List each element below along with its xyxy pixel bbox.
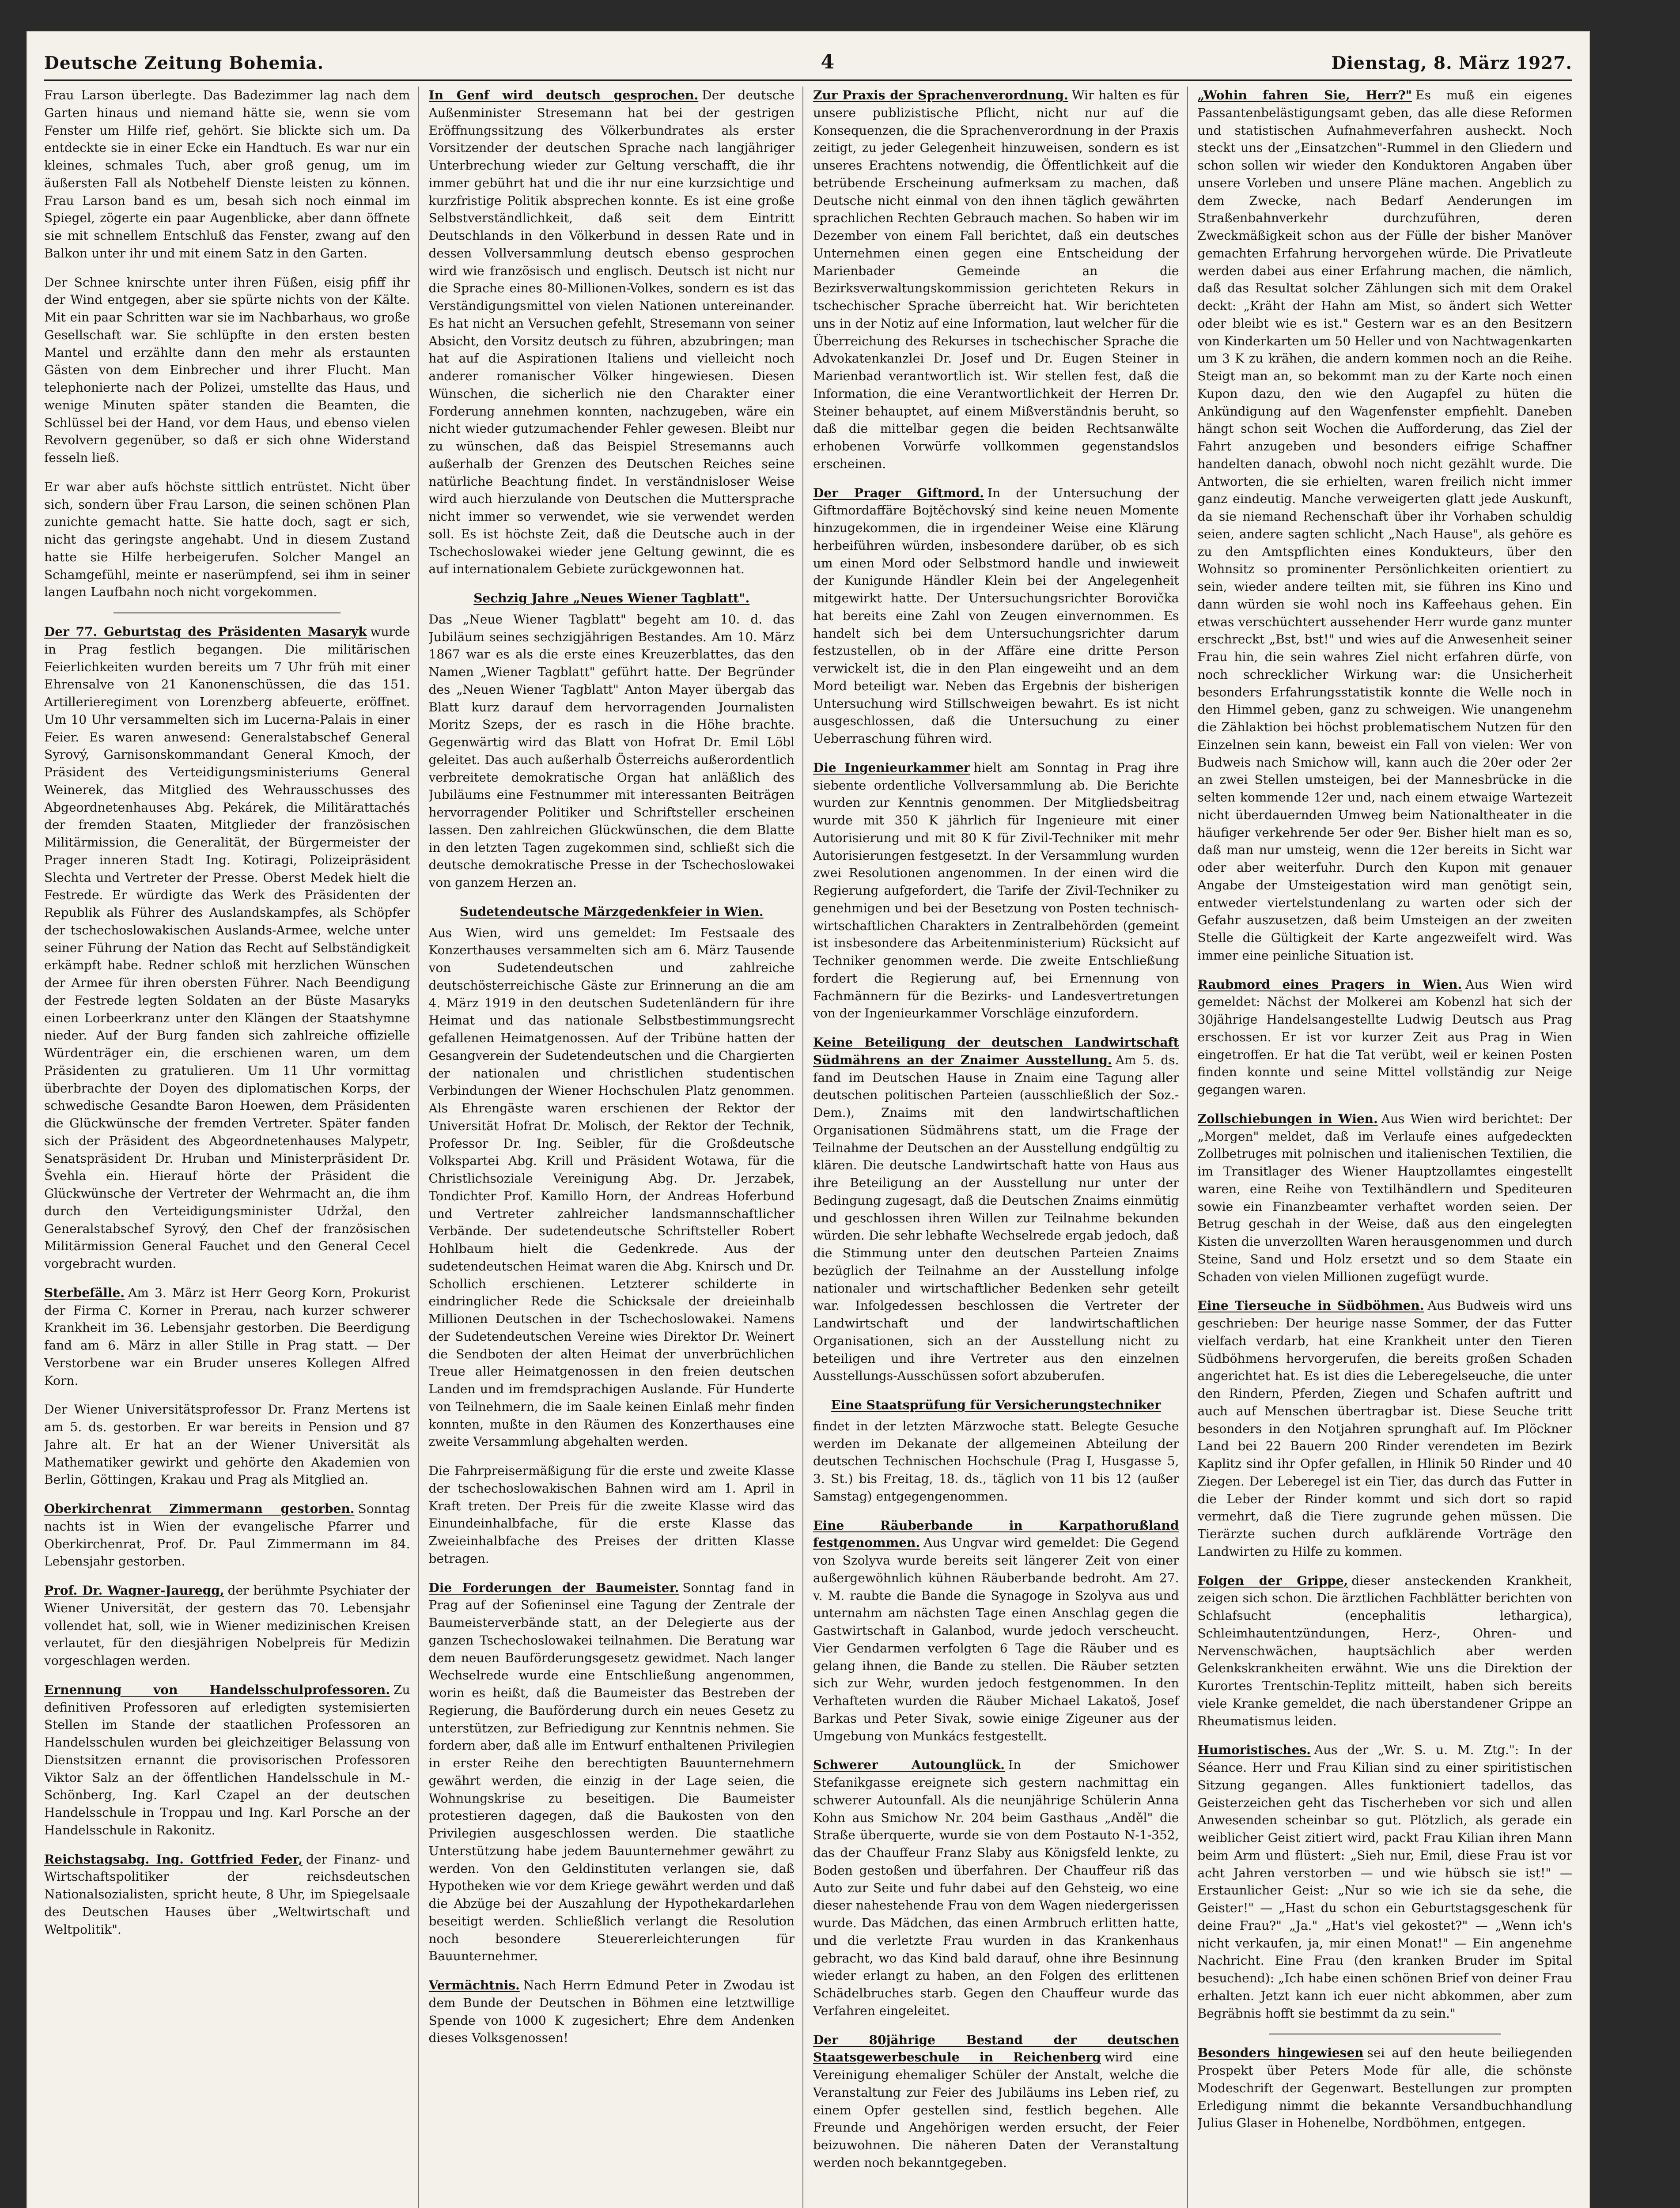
article-headline: Eine Räuberbande in Karpathorußland festgenommen. (813, 1518, 1179, 1550)
article (429, 590, 795, 892)
article-body: findet in der letzten Märzwoche statt. Belegte Gesuche werden im Dekanate der allgemeinen Abteilung der deutschen Technischen Hochschule (Prag I, Husgasse 5, 3. St.) bis Freitag, 18. ds., täglich von 11 bis 12 (außer Samstag) entgegengenommen. (813, 1418, 1179, 1504)
article (429, 1462, 795, 1568)
article (44, 623, 410, 1273)
article-headline: In Genf wird deutsch gesprochen. (428, 88, 699, 102)
article-body: der berühmte Psychiater der Wiener Universität, der gestern das 70. Lebensjahr vollendet hat, soll, wie in Wiener medizinischen Kreisen verlautet, für den diesjährigen Nobelpreis für Medizin vorgeschlagen werden. (44, 1583, 410, 1668)
article-body: der Finanz- und Wirtschaftspolitiker der reichsdeutschen Nationalsozialisten, spricht heute, 8 Uhr, im Spiegelsaale des Deutschen Hauses über „Weltwirtschaft und Weltpolitik". (44, 1852, 410, 1937)
article-body: wird eine Vereinigung ehemaliger Schüler der Anstalt, welche die Veranstaltung zur Feier des Jubiläums ins Leben rief, zu einem Opfer gestellen sind, festlich begehen. Alle Freunde und Angehörigen werden ersucht, der Feier beizuwohnen. Die näheren Daten der Veranstaltung werden noch bekanntgegeben. (813, 2050, 1179, 2170)
article-body: sei auf den heute beiliegenden Prospekt über Peters Mode für alle, die schönste Modeschrift der Gegenwart. Bestellungen zur prompten Erledigung nimmt die bekannte Versandbuchhandlung Julius Glaser in Hohenelbe, Nordböhmen, entgegen. (1197, 2045, 1572, 2131)
column-2 (429, 87, 804, 2208)
article-headline: Oberkirchenrat Zimmermann gestorben. (44, 1501, 355, 1516)
article-body: Aus Wien wird gemeldet: Nächst der Molkerei am Kobenzl hat sich der 30jährige Handelsangestellte Ludwig Deutsch aus Prag erschossen. Er ist vor kurzer Zeit aus Prag in Wien eingetroffen. Er hat die Tat verübt, weil er keinen Posten finden konnte und seine Mittel vollständig zur Neige gegangen waren. (1197, 977, 1572, 1097)
article (1198, 1110, 1573, 1286)
article-body: Aus Wien wird berichtet: Der „Morgen" meldet, daß im Verlaufe eines aufgedeckten Zollbetruges mit polnischen und italienischen Textilien, die im Transitlager des Wiener Hauptzollamtes eingestellt waren, eine Reihe von Textilhändlern und Spediteuren sowie ein Finanzbeamter verhaftet worden seien. Der Betrug geschah in der Weise, daß aus den eingelegten Kisten die unverzollten Waren herausgenommen und durch Steine, Sand und Holz ersetzt und so dem Staate ein Schaden von vielen Millionen zugefügt wurde. (1197, 1111, 1572, 1284)
article-headline: Ernennung von Handelsschulprofessoren. (44, 1682, 390, 1697)
article (813, 484, 1179, 748)
article (44, 1681, 410, 1839)
article (813, 2031, 1179, 2172)
article-body: Er war aber aufs höchste sittlich entrüstet. Nicht über sich, sondern über Frau Larson, die seinen schönen Plan zunichte gemacht hatte. Sie hatte doch, sagt er sich, nicht das geringste angehabt. Und in diesem Zustand hatte sie Hilfe herbeigerufen. Solcher Mangel an Schamgefühl, meinte er naserümpfend, sei ihm in seiner langen Laufbahn noch nicht vorgekommen. (44, 479, 410, 600)
article-headline: Besonders hingewiesen (1197, 2045, 1364, 2061)
article (44, 1582, 410, 1670)
article (1198, 2044, 1573, 2132)
column-4 (1198, 87, 1573, 2208)
article-columns (44, 87, 1572, 2208)
article-body: Am 3. März ist Herr Georg Korn, Prokurist der Firma C. Korner in Prerau, nach kurzer schwerer Krankheit im 36. Lebensjahr gestorben. Die Beerdigung fand am 6. März in aller Stille in Prag statt. — Der Verstorbene war ein Bruder unseres Kollegen Alfred Korn. (44, 1285, 410, 1388)
article-headline: Keine Beteiligung der deutschen Landwirtschaft Südmährens an der Znaimer Ausstellung. (813, 1035, 1179, 1067)
article-headline: Prof. Dr. Wagner-Jauregg, (44, 1583, 224, 1598)
article (1198, 976, 1573, 1099)
page-number: 4 (821, 51, 835, 73)
article (44, 87, 410, 262)
article-headline: Der 80jährige Bestand der deutschen Staatsgewerbeschule in Reichenberg (813, 2032, 1179, 2065)
article-headline: Raubmord eines Pragers in Wien. (1197, 977, 1462, 992)
article (44, 274, 410, 467)
article-body: Aus der „Wr. S. u. M. Ztg.": In der Séance. Herr und Frau Kilian sind zu einer spiritistischen Sitzung gegangen. Alles funktioniert tadellos, das Geisterzeichen geht das Tischerheben vor sich und allen Anwesenden scheinbar so gut. Plötzlich, als gerade ein weiblicher Geist zitiert wird, packt Frau Kilian ihren Mann beim Arm und flüstert: „Sieh nur, Emil, diese Frau ist vor acht Jahren verstorben — und wie hübsch sie ist!" — Erstaunlicher Geist: „Nur so wie ich sie da sehe, die Geister!" — „Hast du schon ein Geburtstagsgeschenk für deine Frau?" „Ja." „Hat's viel gekostet?" — „Wenn ich's nicht verkaufen, ja, mir einen Monat!" — Ein angenehme Nachricht. Eine Frau (den kranken Bruder im Spital besuchend): „Ich habe einen schönen Brief von deiner Frau erhalten. Jetzt kann ich euer nicht abkommen, aber zum Begräbnis hofft sie bestimmt da zu sein." (1197, 1743, 1572, 2021)
article-body: Aus Ungvar wird gemeldet: Die Gegend von Szolyva wurde bereits seit längerer Zeit von einer außergewöhnlich kühnen Räuberbande bedroht. Am 27. v. M. raubte die Bande die Synagoge in Szolyva aus und unternahm am nächsten Tage einen Anschlag gegen die Gastwirtschaft in Galanbod, wurde jedoch verscheucht. Vier Gendarmen verfolgten 6 Tage die Räuber und es gelang ihnen, die Bande zu stellen. Die Räuber setzten sich zur Wehr, wurden jedoch festgenommen. In den Verhafteten wurden die Räuber Michael Lakatoš, Josef Barkas und Peter Sivak, sowie einige Zigeuner aus der Umgebung von Munkács festgestellt. (813, 1535, 1179, 1743)
article (44, 1401, 410, 1489)
article-headline: Sterbefälle. (44, 1285, 125, 1300)
article-body: In der Smichower Stefanikgasse ereignete sich gestern nachmittag ein schwerer Autounfall. Als die neunjährige Schülerin Anna Kohn aus Smichow Nr. 204 beim Gasthaus „Anděl" die Straße überquerte, wurde sie von dem Postauto N-1-352, das der Chauffeur Franz Slaby aus Königsfeld lenkte, zu Boden gestoßen und überfahren. Der Chauffeur riß das Auto zur Seite und fuhr dabei auf den Gehsteig, wo eine dieser nahestehende Frau von dem Wagen niedergerissen wurde. Das Mädchen, das einen Armbruch erlitten hatte, und die verletzte Frau wurden in das Krankenhaus gebracht, wo das Kind bald darauf, ohne ihre Besinnung wieder erlangt zu haben, an den Folgen des erlittenen Schädelbruches starb. Gegen den Chauffeur wurde das Verfahren eingeleitet. (813, 1758, 1179, 2018)
article (813, 1756, 1179, 2019)
article (44, 1284, 410, 1390)
article-headline: Eine Staatsprüfung für Versicherungstechniker (831, 1398, 1161, 1412)
column-1 (44, 87, 419, 2208)
article (813, 1517, 1179, 1745)
article-headline: Eine Tierseuche in Südböhmen. (1197, 1298, 1424, 1313)
article-body: Zu definitiven Professoren auf erledigten systemisierten Stellen im Stande der staatlichen Professoren an Handelsschulen wurden bei gleichzeitiger Belassung von Dienstsitzen ernannt die provisorischen Professoren Viktor Salz an der öffentlichen Handelsschule in M.-Schönberg, Ing. Karl Czapel an der deutschen Handelsschule in Troppau und Ing. Karl Porsche an der Handelsschule in Rakonitz. (44, 1682, 410, 1837)
article-headline: Folgen der Grippe, (1197, 1573, 1348, 1588)
article-headline: Die Forderungen der Baumeister. (428, 1580, 679, 1595)
article (44, 1851, 410, 1939)
article-headline: „Wohin fahren Sie, Herr?" (1197, 88, 1412, 102)
article-body: hielt am Sonntag in Prag ihre siebente ordentliche Vollversammlung ab. Die Berichte wurden zur Kenntnis genommen. Der Mitgliedsbeitrag wurde mit 350 K jährlich für Ingenieure mit einer Autorisierung und mit 80 K für Zivil-Techniker mit mehr Autorisierungen festgesetzt. In der Versammlung wurden zwei Resolutionen angenommen. In der einen wird die Regierung aufgefordert, die Tarife der Zivil-Techniker zu genehmigen und bei der Besetzung von Posten technisch-wirtschaftlichen Charakters in Zentralbehörden (gemeint ist insbesondere das Arbeitenministerium) Rücksicht auf Techniker genommen werde. Die zweite Entschließung fordert die Regierung auf, bei Ernennung von Fachmännern für die Bezirks- und Landesvertretungen von der Ingenieurkammer Vorschläge einzufordern. (813, 760, 1179, 1021)
article-body: Der Schnee knirschte unter ihren Füßen, eisig pfiff ihr der Wind entgegen, aber sie spürte nichts von der Kälte. Mit ein paar Schritten war sie im Nachbarhaus, wo große Gesellschaft war. Sie schlüpfte in den ersten besten Mantel und erzählte dann den mehr als erstaunten Gästen von dem Einbrecher und ihrer Flucht. Man telephonierte nach der Polizei, umstellte das Haus, und wenige Minuten später standen die Beamten, die Schlüssel bei der Hand, vor dem Haus, und ebenso vielen Revolvern gegenüber, so daß er sich ohne Widerstand fesseln ließ. (44, 275, 410, 465)
divider (114, 612, 341, 613)
masthead (44, 39, 1572, 81)
article (1198, 87, 1573, 964)
article (44, 1500, 410, 1570)
article-headline: Der Prager Giftmord. (813, 485, 984, 500)
article (429, 1579, 795, 1966)
article-body: Aus Wien, wird uns gemeldet: Im Festsaale des Konzerthauses versammelten sich am 6. März Tausende von Sudetendeutschen und zahlreiche deutschösterreichische Gäste zur Erinnerung an die am 4. März 1919 in den deutschen Sudetenländern für ihre Heimat und das nationale Selbstbestimmungsrecht gefallenen Heimatgenossen. Auf der Tribüne hatten der Gesangverein der Sudetendeutschen und die Chargierten der nationalen und christlichen studentischen Verbindungen der Wiener Hochschulen Platz genommen. Als Ehrengäste waren erschienen der Rektor der Universität Hofrat Dr. Molisch, der Rektor der Technik, Professor Dr. Ing. Seibler, für die Großdeutsche Volkspartei Abg. Krill und Präsident Wotawa, für die Christlichsoziale Vereinigung Abg. Dr. Jerzabek, Tondichter Prof. Kamillo Horn, der Andreas Hoferbund und Vertreter zahlreicher landsmannschaftlicher Verbände. Der sudetendeutsche Schriftsteller Robert Hohlbaum hielt die Gedenkrede. Aus der sudetendeutschen Heimat waren die Abg. Knirsch und Dr. Schollich erschienen. Letzterer schilderte in eindringlicher Rede die Schicksale der dreieinhalb Millionen Deutschen in der Tschechoslowakei. Namens der Sudetendeutschen Vereine wies Direktor Dr. Weinert die Sendboten der alten Heimat der unverbrüchlichen Treue aller Heimatgenossen in den freien deutschen Landen und im fremdsprachigen Auslande. Für Hunderte von Teilnehmern, die im Saale keinen Einlaß mehr finden konnten, mußte in den Räumen des Konzerthauses eine zweite Versammlung abgehalten werden. (428, 925, 795, 1449)
article (1198, 1741, 1573, 2022)
article-headline: Zollschiebungen in Wien. (1197, 1111, 1378, 1126)
article-headline: Die Ingenieurkammer (813, 760, 970, 775)
article-body: Die Fahrpreisermäßigung für die erste und zweite Klasse der tschechoslowakischen Bahnen wird am 1. April in Kraft treten. Der Preis für die zweite Klasse wird das Einundeinhalbfache, für die erste Klasse das Zweieinhalbfache des Preises der dritten Klasse betragen. (428, 1463, 795, 1566)
article-headline: Vermächtnis. (428, 1978, 520, 1992)
article (813, 1396, 1179, 1505)
article (429, 903, 795, 1451)
article-body: Der Wiener Universitätsprofessor Dr. Franz Mertens ist am 5. ds. gestorben. Er war bereits in Pension und 87 Jahre alt. Er hat an der Wiener Universität als Mathematiker gewirkt und gehörte den Akademien von Berlin, Göttingen, Krakau und Prag als Mitglied an. (44, 1402, 410, 1487)
article-headline: Der 77. Geburtstag des Präsidenten Masaryk (44, 624, 367, 639)
article (429, 87, 795, 578)
article-body: Nach Herrn Edmund Peter in Zwodau ist dem Bunde der Deutschen in Böhmen eine letztwillige Spende von 1000 K zugesichert; Ehre dem Andenken dieses Volksgenossen! (428, 1978, 795, 2045)
newspaper-title: Deutsche Zeitung Bohemia. (44, 53, 324, 73)
column-3 (813, 87, 1188, 2208)
article-headline: Sechzig Jahre „Neues Wiener Tagblatt". (473, 591, 750, 605)
article (44, 478, 410, 601)
article-body: Wir halten es für unsere publizistische Pflicht, nicht nur auf die Konsequenzen, die die Sprachenverordnung in der Praxis zeitigt, zu jeder Gelegenheit hinzuweisen, sondern es ist unseres Erachtens notwendig, die Öffentlichkeit auf die betrübende Erscheinung aufmerksam zu machen, daß Deutsche nicht einmal von den ihnen täglich gewährten sprachlichen Rechten Gebrauch machen. So haben wir im Dezember von einem Fall berichtet, daß ein deutsches Unternehmen einen gegen eine Entscheidung der Marienbader Gemeinde an die Bezirksverwaltungskommission gerichteten Rekurs in tschechischer Sprache überreicht hat. Wir berichteten uns in der Notiz auf eine Information, laut welcher für die Überreichung des Rekurses in tschechischer Sprache die Advokatenkanzlei Dr. Josef und Dr. Eugen Steiner in Marienbad verantwortlich ist. Wir stellen fest, daß die Information, die eine Verantwortlichkeit der Herren Dr. Steiner behauptet, auf einem Mißverständnis beruht, so daß die mittelbar gegen die beiden Rechtsanwälte erhobenen Vorwürfe vollkommen gegenstandslos erscheinen. (813, 88, 1179, 471)
article (1198, 1572, 1573, 1730)
article-headline: Schwerer Autounglück. (813, 1758, 1005, 1773)
article-headline: Humoristisches. (1197, 1743, 1311, 1758)
issue-date: Dienstag, 8. März 1927. (1331, 53, 1572, 73)
article-body: In der Untersuchung der Giftmordaffäre Bojtěchovský sind keine neuen Momente hinzugekommen, die in irgendeiner Weise eine Klärung herbeiführen würden, insbesondere darüber, ob es sich um einen Mord oder Selbstmord handle und inwieweit der Kunigunde Händler Klein bei der Angelegenheit mitgewirkt hatte. Der Untersuchungsrichter Borovička hat bereits eine Zahl von Zeugen einvernommen. Es handelt sich bei dem Untersuchungsrichter darum festzustellen, ob in der Affäre eine dritte Person verwickelt ist, die in den Plan eingeweiht und an dem Mord beteiligt war. Neben das Ergebnis der bisherigen Untersuchung wird Stillschweigen bewahrt. Es ist nicht ausgeschlossen, daß die Untersuchung zu einer Ueberraschung führen wird. (813, 485, 1179, 746)
article-body: Der deutsche Außenminister Stresemann hat bei der gestrigen Eröffnungssitzung des Völkerbundrates als erster Vorsitzender der deutschen Sprache nach langjähriger Unterbrechung wieder zur Geltung verschafft, die ihr immer gebührt hat und die ihr nur eine kurzsichtige und kurzfristige Politik absprechen konnte. Es ist eine große Selbstverständlichkeit, daß seit dem Eintritt Deutschlands in den Völkerbund in dessen Rate und in dessen Vollversammlung deutsch ebenso gesprochen wird wie französisch und englisch. Deutsch ist nicht nur die Sprache eines 80-Millionen-Volkes, sondern es ist das Verständigungsmittel von vielen Nationen untereinander. Es hat nicht an Versuchen gefehlt, Stresemann von seiner Absicht, den Vorsitz deutsch zu führen, abzubringen; man hat auf die Aspirationen Italiens und vielleicht noch anderer romanischer Völker hingewiesen. Diesen Wünschen, die sicherlich nie den Charakter einer Forderung annehmen konnten, nachzugeben, wäre ein nicht wieder gutzumachender Fehler gewesen. Bleibt nur zu wünschen, daß das Beispiel Stresemanns auch außerhalb der Grenzen des Deutschen Reiches seine natürliche Beachtung findet. In verständnisloser Weise wird auch hierzulande von Deutschen die Muttersprache nicht immer so verwendet, wie sie verwendet werden soll. Es ist höchste Zeit, daß die Deutsche auch in der Tschechoslowakei wieder jene Geltung gewinnt, die es auf internationalem Gebiete zurückgewonnen hat. (428, 88, 795, 577)
article-body: Frau Larson überlegte. Das Badezimmer lag nach dem Garten hinaus und niemand hätte sie, wenn sie vom Fenster um Hilfe rief, gehört. Sie blickte sich um. Da entdeckte sie in einer Ecke ein Handtuch. Es war nur ein kleines, schmales Tuch, aber groß genug, um im äußersten Fall als Notbehelf Dienste leisten zu können. Frau Larson band es um, besah sich noch einmal im Spiegel, zögerte ein paar Augenblicke, aber dann öffnete sie mit schnellem Entschluß das Fenster, zwang auf den Balkon unter ihr und mit einem Satz in den Garten. (44, 88, 410, 261)
article (429, 1977, 795, 2047)
article (813, 1034, 1179, 1385)
article (813, 759, 1179, 1022)
article-body: wurde in Prag festlich begangen. Die militärischen Feierlichkeiten wurden bereits um 7 Uhr früh mit einer Ehrensalve von 21 Kanonenschüssen, die das 151. Artillerieregiment von Lorenzberg abfeuerte, eröffnet. Um 10 Uhr versammelten sich im Lucerna-Palais in einer Feier. Es waren anwesend: Generalstabschef General Syrový, Garnisonskommandant General Kmoch, der Präsident des Verteidigungsministeriums General Weinerek, das Mitglied des Wehrausschusses des Abgeordnetenhauses Abg. Pekárek, die Militärattachés der fremden Staaten, Mitglieder der französischen Militärmission, die Generalität, der Bürgermeister der Prager inneren Stadt Ing. Kotiragi, Polizeipräsident Slechta und Vertreter der Presse. Oberst Medek hielt die Festrede. Er würdigte das Werk des Präsidenten der Republik als Führer des Auslandskampfes, als Schöpfer der tschechoslowakischen Auslands-Armee, welche unter seiner Führung der Nation das Recht auf Selbständigkeit erkämpft habe. Redner schloß mit herzlichen Wünschen der Armee für ihren obersten Führer. Nach Beendigung der Festrede legten Soldaten an der Büste Masaryks einen Lorbeerkranz unter den Klängen der Staatshymne nieder. Auf der Burg fanden sich zahlreiche offizielle Würdenträger ein, die erschienen waren, um dem Präsidenten zu gratulieren. Um 11 Uhr vormittag überbrachte der Doyen des diplomatischen Korps, der schwedische Gesandte Baron Hoewen, dem Präsidenten die Glückwünsche der fremden Vertreter. Später fanden sich der Präsident des Abgeordnetenhauses Malypetr, Senatspräsident Dr. Hruban und Ministerpräsident Dr. Švehla ein. Hierauf hörte der Präsident die Glückwünsche der Vertreter der Wehrmacht an, die ihm durch den Verteidigungsminister Udržal, den Generalstabschef Syrový, den Chef der französischen Militärmission General Fauchet und den General Cecel vorgebracht wurden. (44, 624, 410, 1271)
article-body: Sonntag fand in Prag auf der Sofieninsel eine Tagung der Zentrale der Baumeisterverbände statt, an der Delegierte aus der ganzen Tschechoslowakei teilnahmen. Die Beratung war dem neuen Bauförderungsgesetz gewidmet. Nach langer Wechselrede wurde eine Entschließung angenommen, worin es heißt, daß die Baumeister das Bestreben der Regierung, die Bauförderung durch ein neues Gesetz zu unterstützen, zur Befriedigung zur Kenntnis nehmen. Sie fordern aber, daß alle im Entwurf enthaltenen Privilegien in erster Reihe den berechtigten Bauunternehmern gewährt werden, die einzig in der Lage seien, die Wohnungskrise zu beseitigen. Die Baumeister protestieren dagegen, daß die Baukosten von den Privilegien ausgeschlossen werden. Die staatliche Unterstützung habe jedem Bauunternehmer gewährt zu werden. Von den Geldinstituten verlangen sie, daß Hypotheken wie vor dem Kriege gewährt werden und daß die Abzüge bei der Auszahlung der Hypothekardarlehen beseitigt werden. Schließlich verlangt die Resolution noch besondere Steuererleichterungen für Bauunternehmer. (428, 1580, 795, 1964)
article-body: Aus Budweis wird uns geschrieben: Der heurige nasse Sommer, der das Futter vielfach verdarb, hat eine Krankheit unter den Tieren Südböhmens hervorgerufen, die bereits großen Schaden angerichtet hat. Es ist dies die Leberegelseuche, die unter den Rindern, Pferden, Ziegen und Schafen auftritt und auch auf Menschen übertragbar ist. Diese Seuche tritt besonders in den Notjahren sprunghaft auf. Im Plöckner Land bei 22 Bauern 200 Rinder verendeten im Bezirk Kaplitz sind ihr Opfer gefallen, in Hlinik 50 Rinder und 40 Ziegen. Der Leberegel ist ein Tier, das durch das Futter in die Leber der Rinder kommt und sich dort so rapid vermehrt, daß die Tiere zugrunde gehen müssen. Die Tierärzte suchen durch aufklärende Vorträge den Landwirten zu Hilfe zu kommen. (1197, 1298, 1572, 1559)
article-body: dieser ansteckenden Krankheit, zeigen sich schon. Die ärztlichen Fachblätter berichten von Schlafsucht (encephalitis lethargica), Schleimhautentzündungen, Herz-, Ohren- und Nervenschwächen, hauptsächlich aber werden Gelenkskrankheiten erwähnt. Wie uns die Direktion der Kurortes Trentschin-Teplitz mitteilt, haben sich bereits viele Kranke gemeldet, die nach überstandener Grippe an Rheumatismus leiden. (1197, 1573, 1572, 1728)
article-body: Am 5. ds. fand im Deutschen Hause in Znaim eine Tagung aller deutschen politischen Parteien (ausschließlich der Soz.-Dem.), Znaims mit den landwirtschaftlichen Organisationen Südmährens statt, um die Frage der Teilnahme der Deutschen an der Ausstellung endgültig zu klären. Die deutsche Landwirtschaft hatte von Haus aus ihre Beteiligung an der Ausstellung nur unter der Bedingung zugesagt, daß die Deutschen Znaims einmütig und geschlossen ihren Willen zur Teilnahme bekunden würden. Die sehr lebhafte Wechselrede ergab jedoch, daß die Stimmung unter den deutschen Parteien Znaims bezüglich der Teilnahme an der Ausstellung infolge nationaler und wirtschaftlicher Bedenken sehr geteilt war. Infolgedessen beschlossen die Vertreter der Landwirtschaft und der landwirtschaftlichen Organisationen, sich an der Ausstellung nicht zu beteiligen und ihre Vertreter aus den einzelnen Ausstellungs-Ausschüssen sofort abzuberufen. (813, 1052, 1179, 1384)
article-body: Sonntag nachts ist in Wien der evangelische Pfarrer und Oberkirchenrat, Prof. Dr. Paul Zimmermann im 84. Lebensjahr gestorben. (44, 1501, 410, 1569)
article-body: Es muß ein eigenes Passantenbelästigungsamt geben, das alle diese Reformen und statistischen Aufnahmeverfahren ausheckt. Noch steckt uns der „Einsatzchen"-Rummel in den Gliedern und schon sollen wir wieder den Konduktoren Angaben über unsere Vorleben und unsere Pläne machen. Angeblich zu dem Zwecke, nach Bedarf Aenderungen im Straßenbahnverkehr durchzuführen, deren Zweckmäßigkeit schon aus der Fülle der bisher Manöver gemachten Erfahrung hervorgehen würde. Die Privatleute werden dabei aus einer Erfahrung machen, die nämlich, daß das Resultat solcher Zählungen sich mit dem Orakel deckt: „Kräht der Hahn am Mist, so ändert sich Wetter oder bleibt wie es ist." Gestern war es an den Besitzern von Kinderkarten um 50 Heller und von Nachtwagenkarten um 3 K zu krähen, die andern kommen noch an die Reihe. Steigt man an, so bekommt man zu der Karte noch einen Kupon dazu, den wie den Augapfel zu hüten die Ankündigung auf den Wagenfenster empfiehlt. Daneben hängt schon seit Wochen die Aufforderung, das Ziel der Fahrt anzugeben und besonders eifrige Schaffner handelten danach, obwohl noch nicht gezählt wurde. Die Antworten, die sie erhielten, waren freilich nicht immer ganz eindeutig. Manche verweigerten glatt jede Auskunft, da sie niemand Rechenschaft über ihr Vorhaben schuldig seien, andere sagten schlicht „Nach Hause", als gehöre es zu den Amtspflichten eines Kondukteurs, über den Wohnsitz so prominenter Persönlichkeiten orientiert zu sein, wieder andere teilten mit, sie führen ins Kino und dann würden sie wohl noch ins Kaffeehaus gehen. Ein etwas verschüchtert aussehender Herr wurde ganz munter erschreckt „Bst, bst!" und wies auf die Anwesenheit seiner Frau hin, die sein wahres Ziel nicht erfahren dürfe, von noch schrecklicher Wirkung war: die Unsicherheit besonders Erfahrungsstatistik konnte die Welle noch in den Himmel geben, ganz zu schweigen. Wie unangenehm die Zählaktion bei höchst problematischem Nutzen für den Einzelnen sein kann, beweist ein Fall von vielen: Wer von Budweis nach Smichow will, kann auch die 20er oder 2er an zwei Stellen umsteigen, bei der Mannesbrücke in die selten kommende 12er und, nach einem etwaige Wartezeit nicht überdauernden Umweg beim Nationaltheater in die häufiger verkehrende 5er oder 9er. Bisher hielt man es so, daß man nur umsteig, wenn die 12er bereits in Sicht war oder aber weiterfuhr. Durch den Kupon mit genauer Angabe der Umsteigestation wird man genötigt sein, entweder viertelstundenlang zu warten oder sich der Gefahr auszusetzen, daß beim Umsteigen an der zweiten Stelle die Gültigkeit der Karte angezweifelt wird. Was immer eine peinliche Situation ist. (1197, 88, 1572, 963)
article-headline: Sudetendeutsche Märzgedenkfeier in Wien. (459, 904, 764, 919)
article (1198, 1297, 1573, 1560)
article (813, 87, 1179, 473)
article-body: Das „Neue Wiener Tagblatt" begeht am 10. d. das Jubiläum seines sechzigjährigen Bestandes. Am 10. März 1867 war es als die erste eines Kreuzerblattes, das den Namen „Wiener Tagblatt" geführt hatte. Der Begründer des „Neuen Wiener Tagblatt" Anton Mayer übergab das Blatt kurz darauf dem hervorragenden Journalisten Moritz Szeps, der es rasch in die Höhe brachte. Gegenwärtig wird das Blatt von Hofrat Dr. Emil Löbl geleitet. Das auch außerhalb Österreichs außerordentlich verbreitete demokratische Organ hat anläßlich des Jubiläums eine Festnummer mit interessanten Beiträgen hervorragender Politiker und Schriftsteller erscheinen lassen. Den zahlreichen Glückwünschen, die dem Blatte in den letzten Tagen zugekommen sind, schließt sich die deutsche demokratische Presse in der Tschechoslowakei von ganzem Herzen an. (428, 612, 795, 890)
article-headline: Reichstagsabg. Ing. Gottfried Feder, (44, 1852, 303, 1867)
article-headline: Zur Praxis der Sprachenverordnung. (813, 88, 1068, 102)
newspaper-page (26, 31, 1590, 2208)
